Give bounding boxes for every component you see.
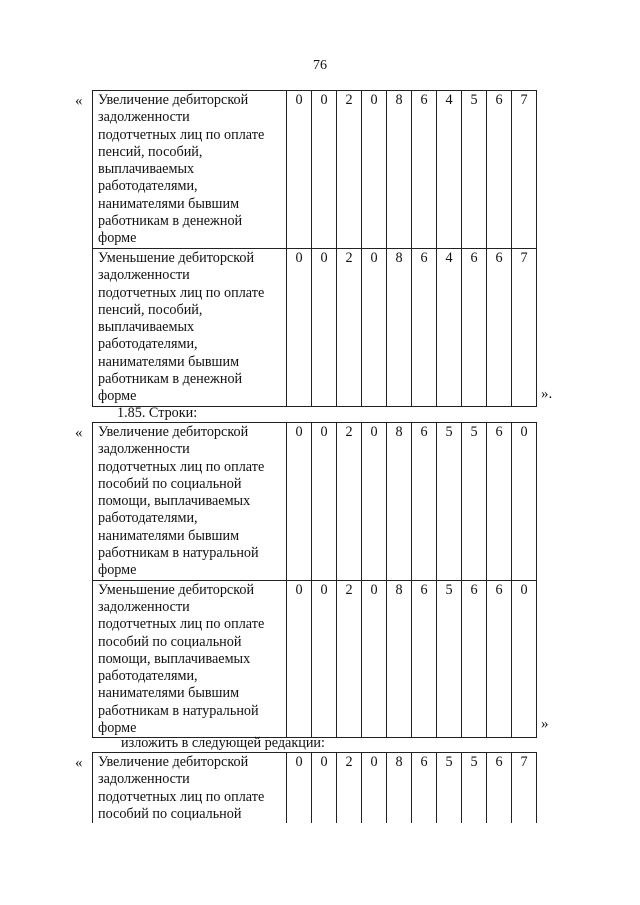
desc-line: работодателями, [98,510,198,527]
desc-line: Увеличение дебиторской [98,424,249,440]
desc-line: работодателями, [98,668,198,685]
opening-quote: « [75,93,83,109]
row-description [93,249,287,407]
code-digit: 0 [362,249,387,407]
desc-line: задолженности [98,441,190,458]
code-table-1 [92,90,537,407]
code-digit: 6 [462,580,487,738]
desc-line: форме [98,388,137,405]
code-digit: 7 [512,249,537,407]
desc-line: нанимателями бывшим [98,527,240,544]
desc-line: помощи, выплачиваемых [98,650,251,667]
code-digit: 6 [462,249,487,407]
code-digit: 6 [412,423,437,581]
code-digit: 0 [512,580,537,738]
code-digit: 6 [487,423,512,581]
table-row [93,91,537,249]
code-digit: 6 [487,580,512,738]
code-digit: 0 [512,423,537,581]
code-digit: 5 [437,423,462,581]
desc-line: нанимателями бывшим [98,195,240,212]
closing-quote: ». [541,386,553,402]
table-row [93,753,537,824]
desc-line: подотчетных лиц по оплате [98,284,265,301]
desc-line: пенсий, пособий, [98,143,203,160]
row-description [93,423,287,581]
code-digit: 8 [387,753,412,824]
desc-line: подотчетных лиц по оплате [98,126,265,143]
code-digit: 0 [362,753,387,824]
code-digit: 6 [412,753,437,824]
desc-line: задолженности [98,771,190,788]
desc-line: задолженности [98,267,190,284]
page-number: 76 [313,58,327,73]
code-digit: 0 [312,249,337,407]
desc-line: пособий по социальной [98,805,242,822]
section-instruction: изложить в следующей редакции: [121,735,325,751]
desc-line: работникам в денежной [98,371,243,388]
desc-line: подотчетных лиц по оплате [98,616,265,633]
desc-line: выплачиваемых [98,161,195,178]
desc-line: помощи, выплачиваемых [98,493,251,510]
code-digit: 7 [512,91,537,249]
table-row [93,580,537,738]
desc-line: пенсий, пособий, [98,301,203,318]
code-digit: 0 [362,423,387,581]
desc-line: работникам в натуральной [98,545,259,562]
code-digit: 2 [337,91,362,249]
code-digit: 2 [337,249,362,407]
code-digit: 5 [462,423,487,581]
section-heading: 1.85. Строки: [117,405,198,421]
code-digit: 8 [387,91,412,249]
code-digit: 5 [437,753,462,824]
desc-line: Уменьшение дебиторской [98,581,255,598]
row-description [93,580,287,738]
code-digit: 2 [337,423,362,581]
desc-line: выплачиваемых [98,319,195,336]
desc-line: Уменьшение дебиторской [98,250,255,266]
code-digit: 2 [337,753,362,824]
code-digit: 0 [287,580,312,738]
desc-line: подотчетных лиц по оплате [98,788,265,805]
code-digit: 2 [337,580,362,738]
desc-line: Увеличение дебиторской [98,754,249,770]
desc-line: работодателями, [98,336,198,353]
code-digit: 6 [487,249,512,407]
code-digit: 0 [312,753,337,824]
code-digit: 0 [362,91,387,249]
desc-line: пособий по социальной [98,475,242,492]
row-description [93,753,287,824]
code-digit: 0 [287,249,312,407]
code-digit: 0 [287,91,312,249]
code-digit: 5 [437,580,462,738]
code-digit: 6 [487,753,512,824]
code-digit: 7 [512,753,537,824]
code-digit: 6 [487,91,512,249]
code-digit: 4 [437,249,462,407]
code-digit: 5 [462,91,487,249]
code-digit: 6 [412,249,437,407]
desc-line: работникам в натуральной [98,702,259,719]
code-digit: 0 [312,423,337,581]
code-digit: 0 [287,753,312,824]
code-digit: 6 [412,91,437,249]
code-digit: 5 [462,753,487,824]
code-digit: 4 [437,91,462,249]
desc-line: задолженности [98,598,190,615]
code-digit: 0 [312,91,337,249]
table-row [93,423,537,581]
desc-line: работодателями, [98,178,198,195]
desc-line: форме [98,230,137,247]
code-digit: 0 [312,580,337,738]
table-row [93,249,537,407]
desc-line: форме [98,562,137,579]
desc-line: работникам в денежной [98,213,243,230]
code-digit: 8 [387,423,412,581]
code-digit: 8 [387,249,412,407]
code-digit: 0 [287,423,312,581]
code-digit: 0 [362,580,387,738]
desc-line: форме [98,720,137,737]
opening-quote: « [75,425,83,441]
desc-line: Увеличение дебиторской [98,92,249,108]
desc-line: нанимателями бывшим [98,685,240,702]
code-table-3 [92,752,537,823]
row-description [93,91,287,249]
code-digit: 6 [412,580,437,738]
code-table-2 [92,422,537,738]
desc-line: подотчетных лиц по оплате [98,458,265,475]
closing-quote: » [541,716,549,732]
desc-line: пособий по социальной [98,633,242,650]
code-digit: 8 [387,580,412,738]
opening-quote: « [75,755,83,771]
desc-line: задолженности [98,109,190,126]
desc-line: нанимателями бывшим [98,353,240,370]
